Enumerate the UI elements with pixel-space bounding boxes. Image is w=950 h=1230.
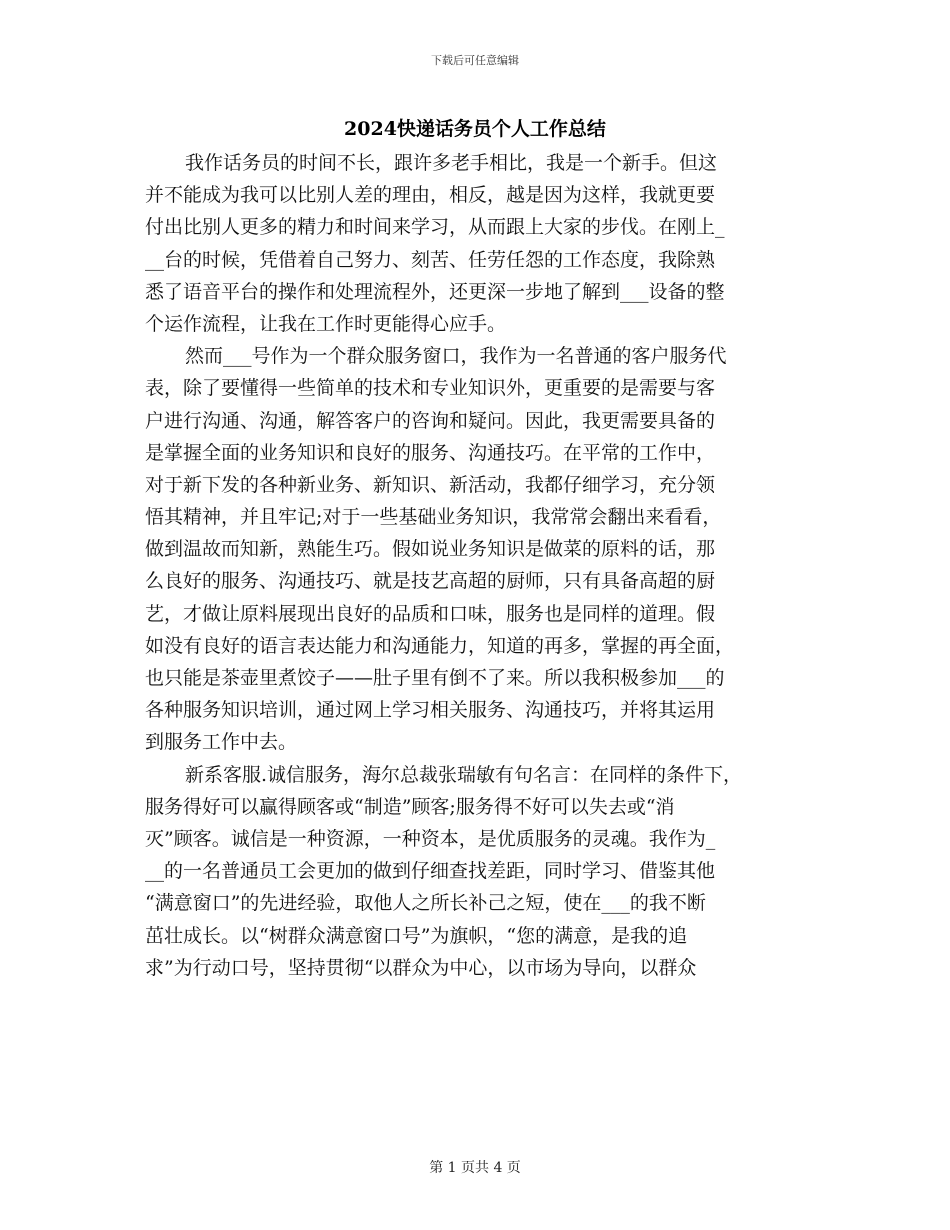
text-line: 也只能是茶壶里煮饺子——肚子里有倒不了来。所以我积极参加___的	[145, 667, 725, 689]
text-line: 到服务工作中去。	[145, 731, 298, 754]
text-line: 做到温故而知新，熟能生巧。假如说业务知识是做菜的原料的话，那	[145, 538, 716, 561]
text-line: 付出比别人更多的精力和时间来学习，从而跟上大家的步伐。在刚上_	[145, 216, 725, 239]
text-line: 么良好的服务、沟通技巧、就是技艺高超的厨师，只有具备高超的厨	[145, 570, 716, 593]
text-line: 新系客服.诚信服务，海尔总裁张瑞敏有句名言：在同样的条件下，	[185, 763, 743, 786]
text-line: 户进行沟通、沟通，解答客户的咨询和疑问。因此，我更需要具备的	[145, 409, 716, 432]
text-line: 艺，才做让原料展现出良好的品质和口味，服务也是同样的道理。假	[145, 602, 716, 625]
text-line: 茁壮成长。以“树群众满意窗口号”为旗帜，“您的满意，是我的追	[145, 924, 688, 947]
text-line: __的一名普通员工会更加的做到仔细查找差距，同时学习、借鉴其他	[145, 860, 716, 883]
text-line: 并不能成为我可以比别人差的理由，相反，越是因为这样，我就更要	[145, 184, 716, 207]
text-line: __台的时候，凭借着自己努力、刻苦、任劳任怨的工作态度，我除熟	[145, 248, 716, 271]
document-title: 2024快递话务员个人工作总结	[344, 118, 606, 140]
text-line: 悉了语音平台的操作和处理流程外，还更深一步地了解到___设备的整	[145, 280, 725, 303]
text-line: 如没有良好的语言表达能力和沟通能力，知道的再多，掌握的再全面，	[145, 634, 735, 657]
text-line: 求”为行动口号，坚持贯彻“以群众为中心，以市场为导向，以群众	[145, 956, 697, 979]
text-line: 各种服务知识培训，通过网上学习相关服务、沟通技巧，并将其运用	[145, 699, 716, 722]
text-line: 悟其精神，并且牢记;对于一些基础业务知识，我常常会翻出来看看，	[145, 506, 722, 529]
text-line: 对于新下发的各种新业务、新知识、新活动，我都仔细学习，充分领	[145, 473, 716, 496]
text-line: 然而___号作为一个群众服务窗口，我作为一名普通的客户服务代	[185, 345, 727, 368]
text-line: 我作话务员的时间不长，跟许多老手相比，我是一个新手。但这	[185, 152, 718, 174]
paragraph	[145, 147, 810, 340]
text-line: 个运作流程，让我在工作时更能得心应手。	[145, 312, 507, 335]
text-line: 灭”顾客。诚信是一种资源，一种资本，是优质服务的灵魂。我作为_	[145, 827, 716, 850]
document-body	[145, 147, 810, 984]
text-line: 服务得好可以赢得顾客或“制造”顾客;服务得不好可以失去或“消	[145, 795, 675, 818]
text-line: 是掌握全面的业务知识和良好的服务、沟通技巧。在平常的工作中，	[145, 441, 716, 464]
paragraph	[145, 759, 810, 984]
header-note: 下载后可任意编辑	[431, 54, 519, 67]
text-line: “满意窗口”的先进经验，取他人之所长补己之短，使在___的我不断	[145, 892, 706, 915]
page-number: 第 1 页共 4 页	[429, 1160, 521, 1176]
text-line: 表，除了要懂得一些简单的技术和专业知识外，更重要的是需要与客	[145, 377, 716, 400]
paragraph	[145, 340, 810, 758]
